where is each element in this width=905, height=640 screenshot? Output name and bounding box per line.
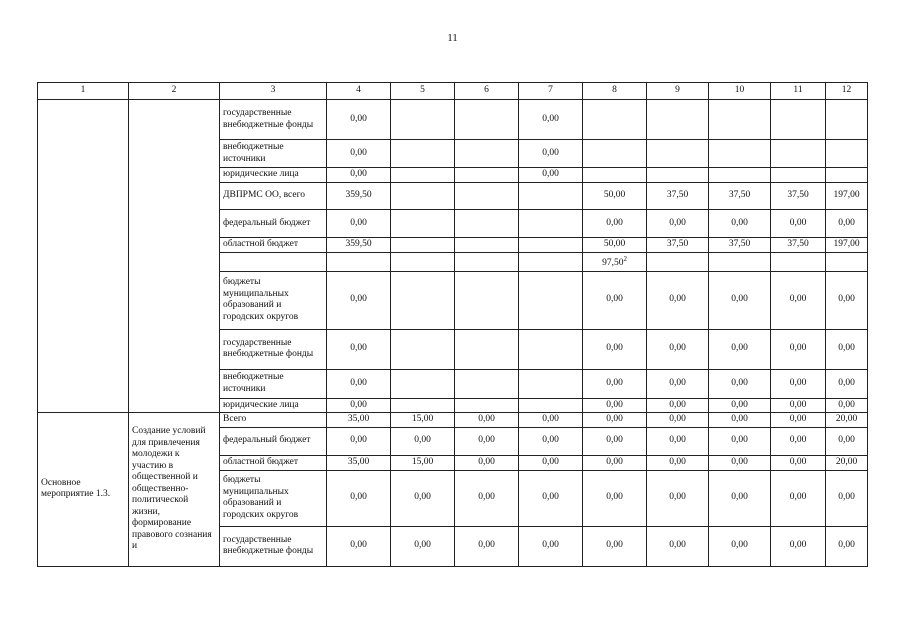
value-text: 0,00 <box>606 294 623 305</box>
column-header: 9 <box>647 83 709 100</box>
value-text: 0,00 <box>542 169 559 180</box>
value-cell <box>647 427 709 455</box>
value-cell <box>519 183 583 210</box>
value-cell <box>583 329 647 369</box>
funding-source-label: юридические лица <box>220 168 327 183</box>
value-cell <box>455 398 519 413</box>
value-cell <box>455 253 519 272</box>
value-cell <box>583 470 647 526</box>
value-text: 0,00 <box>669 492 686 503</box>
value-cell <box>826 526 868 566</box>
value-text: 50,00 <box>603 190 626 201</box>
value-text: 15,00 <box>411 456 434 467</box>
value-cell <box>709 427 771 455</box>
value-text: 0,00 <box>414 540 431 551</box>
value-cell <box>327 253 391 272</box>
footnote-marker: 2 <box>623 255 627 263</box>
value-cell <box>391 455 455 470</box>
value-text: 0,00 <box>350 113 367 124</box>
value-cell <box>647 238 709 253</box>
value-cell <box>771 140 826 168</box>
value-text: 0,00 <box>542 540 559 551</box>
value-cell <box>647 413 709 428</box>
value-text: 0,00 <box>542 113 559 124</box>
value-text: 0,00 <box>731 492 748 503</box>
value-cell <box>455 100 519 140</box>
value-cell <box>519 398 583 413</box>
value-text: 0,00 <box>606 343 623 354</box>
funding-source-label: юридические лица <box>220 398 327 413</box>
value-text: 0,00 <box>542 435 559 446</box>
value-cell <box>391 271 455 329</box>
value-cell <box>583 183 647 210</box>
value-cell <box>826 183 868 210</box>
value-cell <box>709 140 771 168</box>
value-text: 0,00 <box>542 456 559 467</box>
value-cell <box>826 398 868 413</box>
value-text: 0,00 <box>350 217 367 228</box>
value-cell <box>771 455 826 470</box>
value-text: 0,00 <box>731 540 748 551</box>
value-cell <box>519 526 583 566</box>
table-row <box>38 100 868 140</box>
value-cell <box>519 210 583 238</box>
value-text: 0,00 <box>838 217 855 228</box>
value-cell <box>455 238 519 253</box>
funding-source-label: ДВПРМС ОО, всего <box>220 183 327 210</box>
value-cell <box>771 526 826 566</box>
value-text: 197,00 <box>833 190 860 201</box>
value-text: 50,00 <box>603 239 626 250</box>
value-text: 0,00 <box>789 435 807 446</box>
value-cell <box>455 427 519 455</box>
value-cell <box>826 369 868 398</box>
value-text: 0,00 <box>606 540 623 551</box>
value-cell <box>327 455 391 470</box>
funding-source-label <box>220 253 327 272</box>
value-text: 20,00 <box>835 456 858 467</box>
column-header: 4 <box>327 83 391 100</box>
value-cell <box>327 210 391 238</box>
value-cell <box>519 455 583 470</box>
value-cell <box>583 238 647 253</box>
column-header: 12 <box>826 83 868 100</box>
value-cell <box>327 398 391 413</box>
column-header: 5 <box>391 83 455 100</box>
funding-source-label: государственные внебюджетные фонды <box>220 526 327 566</box>
value-text: 0,00 <box>669 414 686 425</box>
value-cell <box>771 329 826 369</box>
value-text: 0,00 <box>669 217 686 228</box>
header-row <box>38 83 868 100</box>
value-cell <box>391 140 455 168</box>
value-cell <box>709 271 771 329</box>
value-cell <box>327 526 391 566</box>
value-text: 37,50 <box>787 239 809 250</box>
value-cell <box>391 413 455 428</box>
value-cell <box>327 470 391 526</box>
value-cell <box>519 369 583 398</box>
value-text: 0,00 <box>606 399 623 410</box>
value-text: 0,00 <box>414 435 431 446</box>
funding-source-label: бюджеты муниципальных образований и городских округов <box>220 470 327 526</box>
value-cell <box>583 427 647 455</box>
value-cell <box>391 369 455 398</box>
column-header: 10 <box>709 83 771 100</box>
value-cell <box>583 413 647 428</box>
value-cell <box>771 369 826 398</box>
value-text: 0,00 <box>542 147 559 158</box>
value-cell <box>519 329 583 369</box>
value-cell <box>771 183 826 210</box>
value-text: 0,00 <box>478 456 495 467</box>
value-cell <box>327 140 391 168</box>
value-text: 0,00 <box>350 169 367 180</box>
value-cell <box>583 271 647 329</box>
value-text: 0,00 <box>606 492 623 503</box>
funding-source-label: государственные внебюджетные фонды <box>220 329 327 369</box>
funding-source-label: областной бюджет <box>220 238 327 253</box>
value-cell <box>583 455 647 470</box>
value-cell <box>709 183 771 210</box>
value-cell <box>647 470 709 526</box>
value-cell <box>826 238 868 253</box>
value-cell <box>771 398 826 413</box>
value-text: 0,00 <box>669 294 686 305</box>
value-text: 0,00 <box>350 294 367 305</box>
value-cell <box>583 140 647 168</box>
value-text: 0,00 <box>606 435 623 446</box>
value-cell <box>771 100 826 140</box>
value-cell <box>826 329 868 369</box>
column-header: 7 <box>519 83 583 100</box>
value-cell <box>583 398 647 413</box>
value-cell <box>647 183 709 210</box>
value-cell <box>391 398 455 413</box>
value-cell <box>583 168 647 183</box>
value-text: 20,00 <box>835 414 858 425</box>
value-text: 97,50 <box>602 258 624 269</box>
funding-source-label: федеральный бюджет <box>220 427 327 455</box>
value-text: 0,00 <box>731 456 748 467</box>
value-text: 0,00 <box>606 414 623 425</box>
value-text: 0,00 <box>350 540 367 551</box>
value-text: 37,50 <box>728 190 751 201</box>
value-cell <box>327 329 391 369</box>
value-text: 0,00 <box>789 217 807 228</box>
value-cell <box>647 140 709 168</box>
value-cell <box>709 398 771 413</box>
value-cell <box>455 470 519 526</box>
value-cell <box>771 271 826 329</box>
value-cell <box>391 427 455 455</box>
value-cell <box>771 168 826 183</box>
value-cell <box>826 271 868 329</box>
value-cell <box>647 253 709 272</box>
value-cell <box>391 329 455 369</box>
value-text: 0,00 <box>731 414 748 425</box>
value-cell <box>583 526 647 566</box>
value-text: 15,00 <box>411 414 434 425</box>
value-text: 0,00 <box>606 456 623 467</box>
value-cell <box>647 271 709 329</box>
value-cell <box>826 470 868 526</box>
value-text: 0,00 <box>350 343 367 354</box>
side-cell-col1 <box>38 100 129 413</box>
value-text: 0,00 <box>731 377 748 388</box>
value-text: 0,00 <box>669 540 686 551</box>
value-text: 0,00 <box>350 492 367 503</box>
value-cell <box>647 369 709 398</box>
value-text: 0,00 <box>542 414 559 425</box>
value-cell <box>647 100 709 140</box>
value-text: 0,00 <box>838 377 855 388</box>
value-text: 197,00 <box>833 239 860 250</box>
value-cell <box>709 238 771 253</box>
value-cell <box>826 413 868 428</box>
value-cell <box>455 329 519 369</box>
value-cell <box>647 526 709 566</box>
value-text: 0,00 <box>478 414 495 425</box>
value-cell <box>709 470 771 526</box>
value-cell <box>647 329 709 369</box>
value-cell <box>709 455 771 470</box>
value-cell <box>519 271 583 329</box>
value-cell <box>391 470 455 526</box>
value-text: 0,00 <box>838 399 855 410</box>
value-cell <box>519 140 583 168</box>
value-cell <box>826 455 868 470</box>
value-cell <box>391 183 455 210</box>
funding-source-label: бюджеты муниципальных образований и городских округов <box>220 271 327 329</box>
value-cell <box>519 470 583 526</box>
value-text: 0,00 <box>789 540 807 551</box>
value-cell <box>647 168 709 183</box>
value-cell <box>709 100 771 140</box>
value-text: 0,00 <box>731 217 748 228</box>
value-cell <box>455 210 519 238</box>
value-cell <box>709 369 771 398</box>
value-cell <box>826 100 868 140</box>
value-text: 37,50 <box>666 239 689 250</box>
funding-source-label: федеральный бюджет <box>220 210 327 238</box>
value-text: 0,00 <box>414 492 431 503</box>
value-cell <box>327 369 391 398</box>
value-cell <box>391 238 455 253</box>
value-cell <box>583 253 647 272</box>
value-text: 0,00 <box>838 540 855 551</box>
value-cell <box>391 100 455 140</box>
value-cell <box>771 253 826 272</box>
column-header: 6 <box>455 83 519 100</box>
value-cell <box>519 100 583 140</box>
value-text: 0,00 <box>789 294 807 305</box>
value-cell <box>519 413 583 428</box>
column-header: 3 <box>220 83 327 100</box>
value-cell <box>583 369 647 398</box>
value-text: 0,00 <box>669 343 686 354</box>
value-cell <box>455 168 519 183</box>
value-cell <box>583 210 647 238</box>
value-cell <box>709 168 771 183</box>
value-text: 359,50 <box>345 239 372 250</box>
value-cell <box>519 427 583 455</box>
value-text: 0,00 <box>789 414 807 425</box>
value-text: 37,50 <box>787 190 809 201</box>
value-cell <box>455 140 519 168</box>
value-cell <box>391 526 455 566</box>
value-cell <box>391 253 455 272</box>
value-cell <box>647 398 709 413</box>
value-cell <box>771 413 826 428</box>
value-cell <box>647 210 709 238</box>
event-name-cell: Основное мероприятие 1.3. <box>38 413 129 567</box>
value-text: 0,00 <box>669 399 686 410</box>
event-description-cell: Создание условий для привлечения молодежи к участию в общественной и общественно-политической жизни, формирование правового сознания и <box>129 413 220 567</box>
value-text: 37,50 <box>666 190 689 201</box>
value-cell <box>519 238 583 253</box>
value-cell <box>519 253 583 272</box>
value-cell <box>771 427 826 455</box>
value-text: 0,00 <box>731 399 748 410</box>
value-cell <box>455 413 519 428</box>
column-header: 8 <box>583 83 647 100</box>
value-text: 0,00 <box>606 217 623 228</box>
value-cell <box>455 526 519 566</box>
value-text: 0,00 <box>789 399 807 410</box>
value-cell <box>455 271 519 329</box>
value-cell <box>709 413 771 428</box>
value-cell <box>327 183 391 210</box>
value-cell <box>647 455 709 470</box>
value-text: 0,00 <box>669 435 686 446</box>
value-cell <box>826 210 868 238</box>
value-text: 0,00 <box>838 294 855 305</box>
value-text: 0,00 <box>606 377 623 388</box>
side-cell-col2 <box>129 100 220 413</box>
value-cell <box>327 271 391 329</box>
value-cell <box>826 427 868 455</box>
value-text: 0,00 <box>731 294 748 305</box>
value-cell <box>455 369 519 398</box>
value-text: 0,00 <box>350 399 367 410</box>
page-number: 11 <box>447 32 458 44</box>
value-text: 0,00 <box>350 377 367 388</box>
value-cell <box>327 427 391 455</box>
value-text: 359,50 <box>345 190 372 201</box>
value-cell <box>709 253 771 272</box>
value-cell <box>455 455 519 470</box>
value-text: 0,00 <box>838 343 855 354</box>
value-cell <box>519 168 583 183</box>
value-cell <box>391 210 455 238</box>
value-cell <box>327 238 391 253</box>
value-cell <box>327 100 391 140</box>
funding-source-label: областной бюджет <box>220 455 327 470</box>
funding-source-label: внебюджетные источники <box>220 369 327 398</box>
value-text: 0,00 <box>669 456 686 467</box>
value-text: 0,00 <box>789 456 807 467</box>
value-cell <box>709 526 771 566</box>
value-text: 0,00 <box>478 492 495 503</box>
funding-source-label: внебюджетные источники <box>220 140 327 168</box>
column-header: 11 <box>771 83 826 100</box>
value-cell <box>771 470 826 526</box>
value-text: 0,00 <box>350 435 367 446</box>
value-text: 0,00 <box>731 343 748 354</box>
value-cell <box>327 168 391 183</box>
value-text: 0,00 <box>350 147 367 158</box>
value-text: 0,00 <box>789 492 807 503</box>
value-text: 0,00 <box>731 435 748 446</box>
value-text: 0,00 <box>789 377 807 388</box>
column-header: 1 <box>38 83 129 100</box>
funding-source-label: Всего <box>220 413 327 428</box>
value-text: 0,00 <box>838 435 855 446</box>
value-text: 0,00 <box>542 492 559 503</box>
value-cell <box>826 253 868 272</box>
value-cell <box>327 413 391 428</box>
value-text: 0,00 <box>838 492 855 503</box>
value-cell <box>709 329 771 369</box>
value-cell <box>455 183 519 210</box>
column-header: 2 <box>129 83 220 100</box>
value-text: 35,00 <box>347 456 370 467</box>
value-cell <box>771 238 826 253</box>
funding-source-label: государственные внебюджетные фонды <box>220 100 327 140</box>
value-text: 35,00 <box>347 414 370 425</box>
value-cell <box>826 140 868 168</box>
table-row <box>38 413 868 428</box>
value-cell <box>771 210 826 238</box>
value-cell <box>709 210 771 238</box>
value-text: 37,50 <box>728 239 751 250</box>
value-text: 0,00 <box>478 435 495 446</box>
value-text: 0,00 <box>789 343 807 354</box>
value-cell <box>826 168 868 183</box>
value-cell <box>583 100 647 140</box>
value-text: 0,00 <box>669 377 686 388</box>
budget-table <box>37 82 868 567</box>
value-text: 0,00 <box>478 540 495 551</box>
value-cell <box>391 168 455 183</box>
